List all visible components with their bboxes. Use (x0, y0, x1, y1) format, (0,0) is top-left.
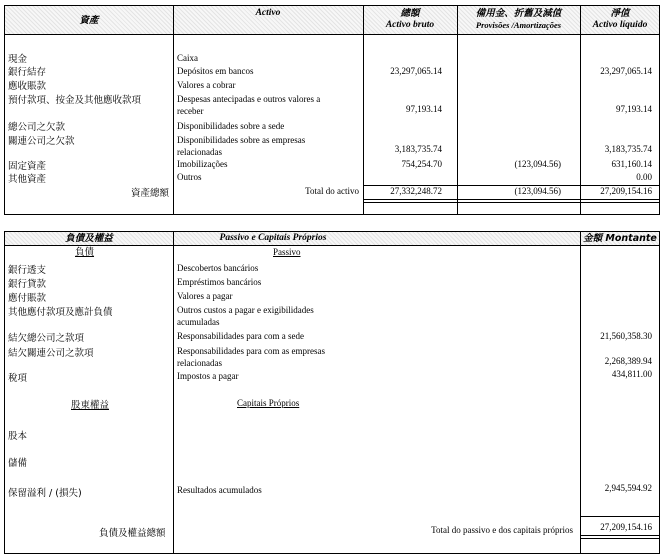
asset-row-pt: Disponibilidades sobre a sede (177, 121, 285, 131)
asset-provision: (123,094.56) (514, 159, 561, 169)
liability-row-pt: Responsabilidades para com a sede (177, 331, 304, 341)
net-header-zh: 淨值 (610, 8, 630, 19)
liability-row-zh: 稅項 (8, 373, 28, 384)
liabilities-total-zh: 負債及權益總額 (99, 528, 166, 539)
asset-row-zh: 預付款項、按金及其他應收款項 (8, 95, 142, 106)
asset-net: 97,193.14 (616, 104, 652, 114)
asset-net: 3,183,735.74 (604, 144, 652, 154)
assets-header-zh: 資產 (79, 15, 99, 26)
equity-amount: 2,945,594.92 (604, 483, 652, 493)
liabilities-total-amount: 27,209,154.16 (600, 522, 652, 532)
asset-row-zh: 關連公司之欠款 (8, 136, 75, 147)
asset-gross: 3,183,735.74 (394, 144, 442, 154)
asset-row-pt: Imobilizações (177, 159, 228, 169)
assets-table (4, 5, 660, 215)
liability-row-zh: 結欠總公司之款項 (8, 333, 85, 344)
liability-row-pt: Descobertos bancários (177, 263, 259, 273)
asset-gross: 754,254.70 (401, 159, 442, 169)
asset-row-zh: 現金 (8, 54, 28, 65)
asset-row-zh: 應收賬款 (8, 81, 47, 92)
liability-row-pt: Impostos a pagar (177, 371, 239, 381)
net-header-pt: Activo líquido (592, 20, 648, 30)
assets-total-provision: (123,094.56) (514, 186, 561, 196)
liability-amount: 2,268,389.94 (604, 356, 652, 366)
asset-row-pt: Depósitos em bancos (177, 66, 254, 76)
asset-row-pt-cont: receber (177, 106, 204, 116)
asset-row-zh: 其他資產 (8, 174, 47, 185)
equity-row-zh: 股本 (8, 431, 28, 442)
assets-total-zh: 資產總額 (130, 188, 169, 199)
asset-row-pt-cont: relacionadas (177, 147, 222, 157)
liabilities-total-pt: Total do passivo e dos capitais próprios (431, 525, 573, 535)
liability-row-pt: Responsabilidades para com as empresas (177, 346, 325, 356)
equity-section-zh: 股東權益 (71, 400, 110, 411)
liability-row-zh: 銀行貸款 (8, 279, 47, 290)
liability-row-zh: 銀行透支 (8, 265, 47, 276)
liabilities-table (4, 231, 660, 554)
liabilities-section-zh: 負債 (75, 247, 95, 258)
asset-row-zh: 銀行結存 (8, 67, 47, 78)
asset-row-zh: 總公司之欠款 (8, 122, 66, 133)
liability-row-pt-cont: relacionadas (177, 358, 222, 368)
assets-total-pt: Total do activo (305, 186, 359, 196)
prov-header-pt: Provisões /Amortizações (475, 20, 562, 30)
liabilities-header-zh: 負債及權益 (65, 233, 113, 244)
asset-row-zh: 固定資產 (8, 161, 47, 172)
assets-total-net: 27,209,154.16 (600, 186, 652, 196)
liabilities-section-pt: Passivo (273, 247, 301, 257)
liability-row-pt: Outros custos a pagar e exigibilidades (177, 305, 314, 315)
asset-row-pt: Despesas antecipadas e outros valores a (177, 94, 321, 104)
liability-row-pt: Empréstimos bancários (177, 277, 262, 287)
equity-row-pt: Resultados acumulados (177, 485, 262, 495)
liability-row-zh: 結欠關連公司之款項 (8, 348, 94, 359)
liability-row-pt: Valores a pagar (177, 291, 233, 301)
asset-row-pt: Valores a cobrar (177, 80, 236, 90)
equity-section-pt: Capitais Próprios (237, 398, 300, 408)
liability-amount: 434,811.00 (611, 369, 652, 379)
asset-row-pt: Disponibilidades sobre as empresas (177, 135, 306, 145)
asset-net: 631,160.14 (611, 159, 652, 169)
liability-row-zh: 其他應付款項及應計負債 (8, 307, 113, 318)
asset-gross: 23,297,065.14 (390, 66, 442, 76)
gross-header-zh: 總額 (400, 8, 420, 19)
prov-header-zh: 備用金、折舊及減值 (475, 8, 562, 19)
assets-total-gross: 27,332,248.72 (390, 186, 442, 196)
equity-row-zh: 儲備 (8, 458, 28, 469)
liability-row-zh: 應付賬款 (8, 293, 47, 304)
liability-amount: 21,560,358.30 (600, 331, 652, 341)
gross-header-pt: Activo bruto (385, 20, 435, 30)
asset-row-pt: Outros (177, 172, 202, 182)
asset-net: 23,297,065.14 (600, 66, 652, 76)
asset-net: 0.00 (636, 172, 652, 182)
asset-gross: 97,193.14 (406, 104, 442, 114)
asset-row-pt: Caixa (177, 53, 198, 63)
amount-header: 金額 Montante (583, 233, 657, 244)
assets-header-pt: Activo (255, 8, 281, 18)
liability-row-pt-cont: acumuladas (177, 317, 220, 327)
liabilities-header-pt: Passivo e Capitais Próprios (219, 233, 327, 243)
equity-row-zh: 保留溢利 / (損失) (8, 488, 82, 499)
